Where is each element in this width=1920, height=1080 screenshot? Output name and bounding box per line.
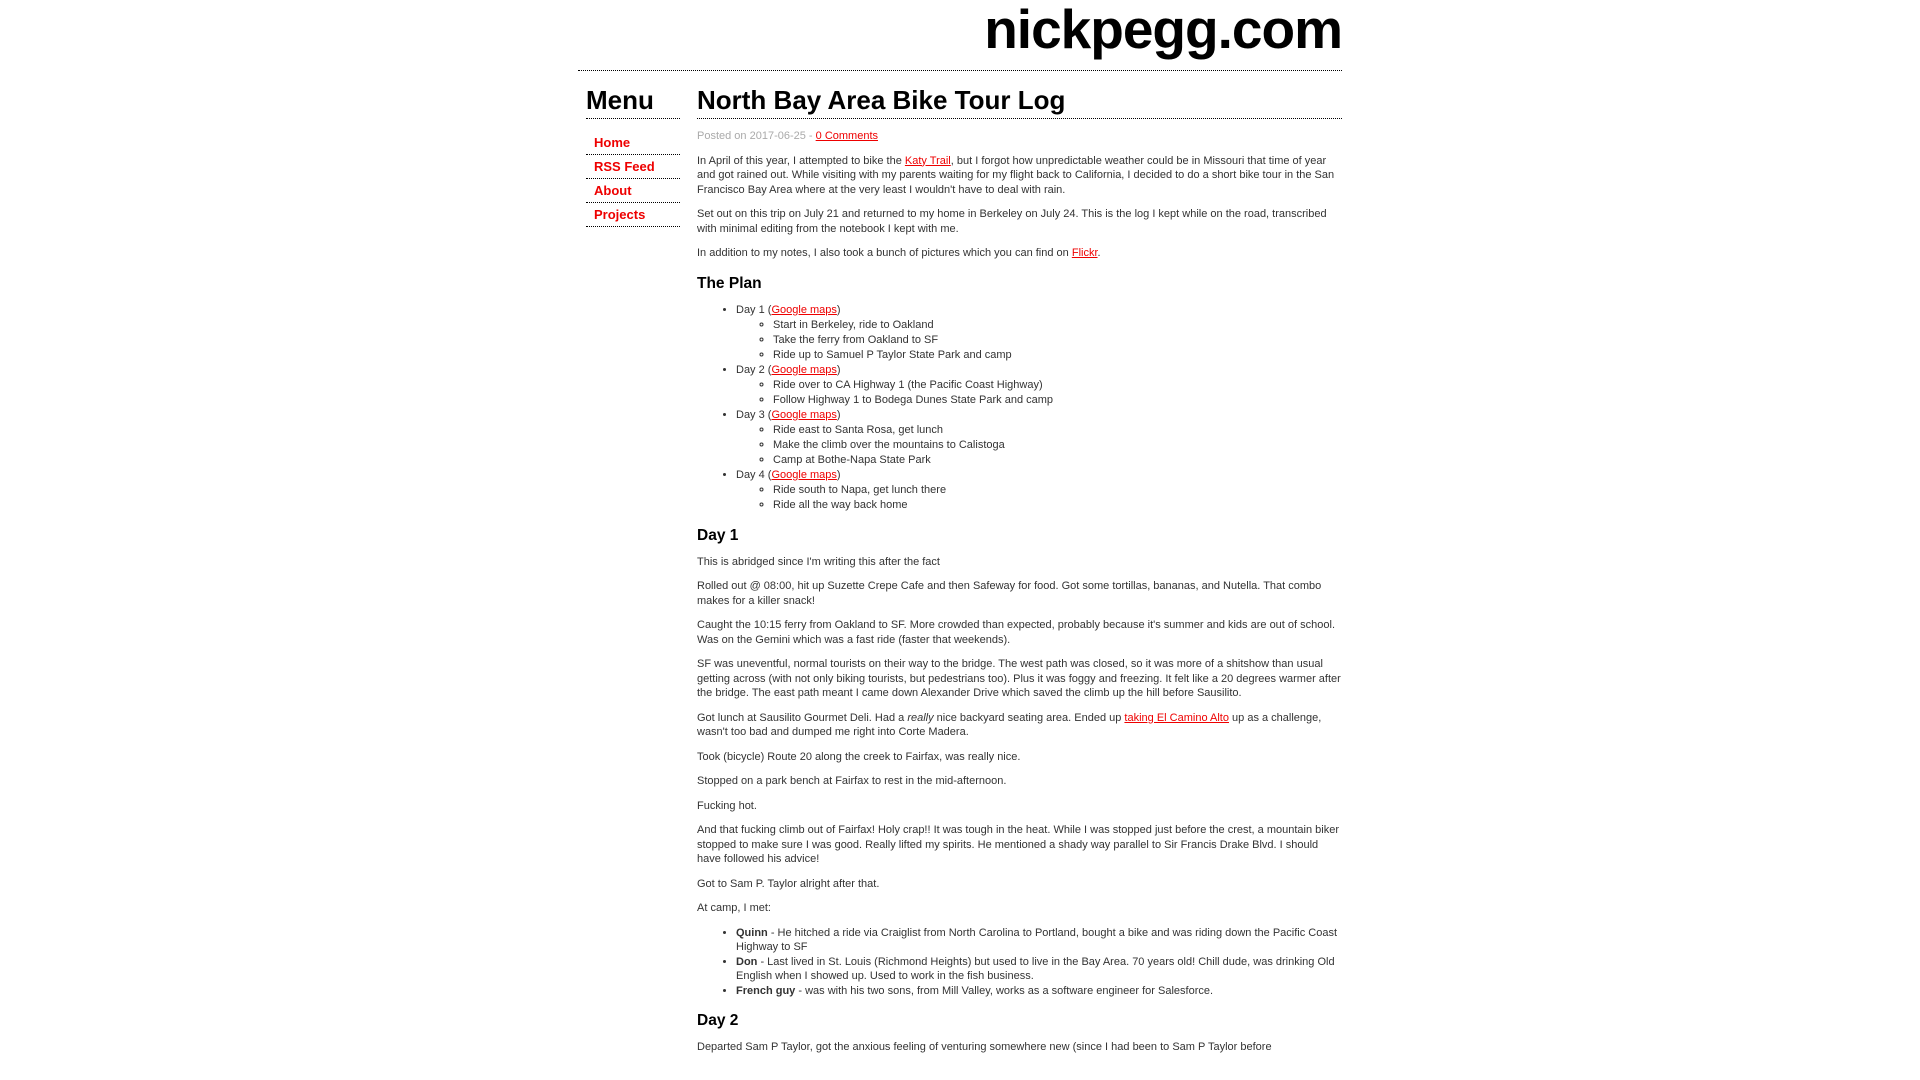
menu-row bbox=[586, 155, 680, 179]
comments-link[interactable]: 0 Comments bbox=[815, 130, 878, 142]
text-segment: Got lunch at Sausilito Gourmet Deli. Had a bbox=[697, 711, 908, 724]
plan-sublist bbox=[736, 483, 1342, 513]
day2-heading: Day 2 bbox=[697, 1012, 739, 1029]
person-desc: - He hitched a ride via Craiglist from North Carolina to Portland, bought a bike and was riding down the Pacific Coast Highway to SF bbox=[736, 926, 1338, 953]
menu-row bbox=[586, 203, 680, 227]
intro-paragraph-1 bbox=[697, 154, 1342, 198]
camp-person-quinn bbox=[736, 926, 1342, 955]
camp-people-list bbox=[697, 926, 1342, 999]
plan-day-4 bbox=[736, 468, 1342, 513]
person-name: French guy bbox=[736, 984, 796, 997]
person-desc: - was with his two sons, from Mill Valley, works as a software engineer for Salesforce. bbox=[795, 984, 1214, 997]
plan-subitem: ◦ Make the climb over the mountains to Calistoga bbox=[773, 438, 1342, 453]
plan-sublist bbox=[736, 423, 1342, 468]
plan-subitem: ◦ Start in Berkeley, ride to Oakland bbox=[773, 318, 1342, 333]
plan-day-label: Day 1 ( bbox=[736, 303, 772, 316]
day1-paragraph-3: Caught the 10:15 ferry from Oakland to SF. More crowded than expected, probably because it's summer and kids are out of school. Was on the Gemini which was a fast ride (faster that weekends). bbox=[697, 619, 1335, 646]
camp-person-don bbox=[736, 955, 1342, 984]
sidebar bbox=[586, 71, 680, 227]
plan-day-label-close: ) bbox=[836, 408, 841, 421]
plan-day-label: Day 4 ( bbox=[736, 468, 772, 481]
day1-paragraph-7: Stopped on a park bench at Fairfax to rest in the mid-afternoon. bbox=[697, 775, 1007, 787]
google-maps-link-day1[interactable]: Google maps bbox=[771, 303, 837, 316]
plan-day-label-close: ) bbox=[836, 303, 841, 316]
sidebar-item-projects[interactable]: Projects bbox=[594, 207, 646, 222]
day2-paragraph-1: Departed Sam P Taylor, got the anxious feeling of venturing somewhere new (since I had been to Sam P Taylor before bbox=[697, 1041, 1272, 1053]
plan-heading: The Plan bbox=[697, 274, 762, 292]
plan-day-3 bbox=[736, 408, 1342, 468]
text-segment: In April of this year, I attempted to bike the bbox=[697, 154, 905, 167]
post-article bbox=[697, 71, 1342, 1065]
plan-day-label: Day 3 ( bbox=[736, 408, 772, 421]
day1-paragraph-1: This is abridged since I'm writing this after the fact bbox=[697, 555, 940, 568]
menu-heading: Menu bbox=[586, 86, 680, 119]
day1-paragraph-9: And that fucking climb out of Fairfax! Holy crap!! It was tough in the heat. While I was stopped just before the crest, a mountain biker stopped to make sure I was good. Really lifted my spirits. He mentioned a shady way parallel to Sir Francis Drake Blvd. I should have followed his advice! bbox=[697, 824, 1339, 865]
el-camino-alto-link[interactable]: taking El Camino Alto bbox=[1124, 711, 1229, 724]
plan-list bbox=[697, 303, 1342, 513]
flickr-link[interactable]: Flickr bbox=[1071, 247, 1098, 259]
camp-person-french-guy bbox=[736, 984, 1342, 999]
sidebar-item-rss-feed[interactable]: RSS Feed bbox=[594, 159, 655, 174]
plan-subitem: ◦ Ride south to Napa, get lunch there bbox=[773, 483, 1342, 498]
text-segment: , but I forgot how unpredictable weather could be in Missouri that time of year and got rained out. While visiting with my parents waiting for my flight back to California, I decided to do a short bike tour in the San Francisco Bay Area where at the very least I wouldn't have to deal with rain. bbox=[697, 154, 1335, 196]
plan-subitem: ◦ Ride all the way back home bbox=[773, 498, 1342, 513]
byline bbox=[697, 129, 1342, 144]
text-segment: nice backyard seating area. Ended up bbox=[933, 711, 1125, 724]
italic-text: really bbox=[907, 711, 934, 724]
person-desc: - Last lived in St. Louis (Richmond Heights) but used to live in the Bay Area. 70 years old! Chill dude, was drinking Old English when I showed up. Used to work in the fish business. bbox=[736, 955, 1335, 982]
plan-subitem: ◦ Take the ferry from Oakland to SF bbox=[773, 333, 1342, 348]
plan-subitem: ◦ Ride east to Santa Rosa, get lunch bbox=[773, 423, 1342, 438]
person-name: Quinn bbox=[736, 926, 768, 939]
day1-paragraph-8: Fucking hot. bbox=[697, 799, 757, 812]
post-title: North Bay Area Bike Tour Log bbox=[697, 86, 1342, 119]
plan-day-label: Day 2 ( bbox=[736, 363, 772, 376]
plan-day-2 bbox=[736, 363, 1342, 408]
intro-paragraph-2: Set out on this trip on July 21 and returned to my home in Berkeley on July 24. This is the log I kept while on the road, transcribed with minimal editing from the notebook I kept with me. bbox=[697, 208, 1327, 235]
intro-paragraph-3 bbox=[697, 246, 1342, 261]
menu-list bbox=[586, 131, 680, 227]
google-maps-link-day3[interactable]: Google maps bbox=[771, 408, 837, 421]
day1-heading: Day 1 bbox=[697, 526, 739, 544]
page-container bbox=[578, 0, 1342, 1065]
text-segment: . bbox=[1097, 247, 1101, 259]
google-maps-link-day4[interactable]: Google maps bbox=[771, 468, 837, 481]
day1-paragraph-5 bbox=[697, 711, 1342, 740]
text-segment: In addition to my notes, I also took a bunch of pictures which you can find on bbox=[697, 247, 1072, 259]
katy-trail-link[interactable]: Katy Trail bbox=[904, 154, 951, 167]
day1-paragraph-2: Rolled out @ 08:00, hit up Suzette Crepe Cafe and then Safeway for food. Got some tortillas, bananas, and Nutella. That combo makes for a killer snack! bbox=[697, 580, 1322, 607]
plan-subitem: ◦ Follow Highway 1 to Bodega Dunes State Park and camp bbox=[773, 393, 1342, 408]
site-header bbox=[578, 0, 1342, 71]
day1-paragraph-10: Got to Sam P. Taylor alright after that. bbox=[697, 877, 880, 890]
person-name: Don bbox=[736, 955, 758, 968]
menu-row bbox=[586, 179, 680, 203]
day1-paragraph-11: At camp, I met: bbox=[697, 902, 771, 914]
plan-sublist bbox=[736, 318, 1342, 363]
posted-date: Posted on 2017-06-25 - bbox=[697, 130, 816, 142]
content-columns bbox=[578, 71, 1342, 1065]
plan-day-1 bbox=[736, 303, 1342, 363]
plan-subitem: ◦ Camp at Bothe-Napa State Park bbox=[773, 453, 1342, 468]
plan-sublist bbox=[736, 378, 1342, 408]
sidebar-item-home[interactable]: Home bbox=[594, 135, 631, 150]
plan-day-label-close: ) bbox=[836, 468, 841, 481]
plan-subitem: ◦ Ride up to Samuel P Taylor State Park and camp bbox=[773, 348, 1342, 363]
text-segment: up as a challenge, wasn't too bad and dumped me right into Corte Madera. bbox=[697, 711, 1322, 738]
day1-paragraph-6: Took (bicycle) Route 20 along the creek to Fairfax, was really nice. bbox=[697, 750, 1021, 763]
site-title: nickpegg.com bbox=[984, 0, 1342, 60]
google-maps-link-day2[interactable]: Google maps bbox=[771, 363, 837, 376]
menu-row bbox=[586, 131, 680, 155]
day1-paragraph-4: SF was uneventful, normal tourists on their way to the bridge. The west path was closed, so it was more of a shitshow than usual getting across (with not only biking tourists, but pedestrians too). Plus it was foggy and freezing. It felt like a 20 degrees warmer after the bridge. The east path meant I came down Alexander Drive which saved the climb up the hill before Sausilito. bbox=[697, 658, 1341, 699]
plan-day-label-close: ) bbox=[836, 363, 841, 376]
sidebar-item-about[interactable]: About bbox=[594, 183, 632, 198]
plan-subitem: ◦ Ride over to CA Highway 1 (the Pacific Coast Highway) bbox=[773, 378, 1342, 393]
